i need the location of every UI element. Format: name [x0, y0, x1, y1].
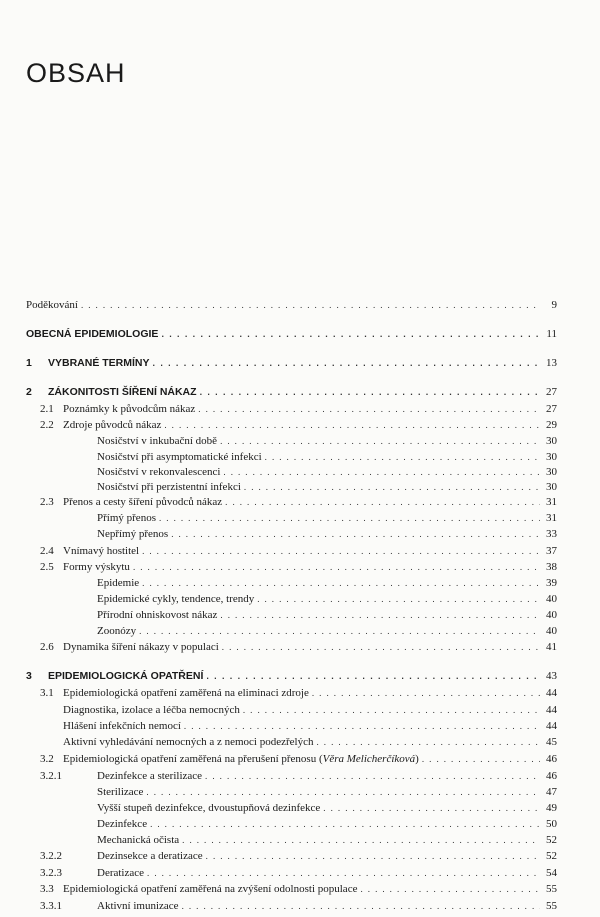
toc-entry-title: EPIDEMIOLOGICKÁ OPATŘENÍ: [48, 670, 204, 682]
toc-entry-title: Vyšší stupeň dezinfekce, dvoustupňová dezinfekce: [97, 802, 321, 814]
toc-page-number: 27: [546, 403, 557, 415]
toc-leader-dots: [206, 849, 540, 864]
toc-entry: [40, 849, 557, 864]
toc-page-number: 9: [551, 299, 557, 311]
toc-leader-dots: [159, 511, 540, 526]
toc-entry-number: 2.1: [40, 403, 54, 415]
toc-leader-dots: [81, 298, 540, 313]
toc-entry: [40, 544, 557, 559]
toc-entry-number: 2.2: [40, 419, 54, 431]
toc-entry-title: Zoonózy: [97, 625, 137, 637]
toc-entry-number: 3.1: [40, 687, 54, 699]
toc-entry-title: Dezinfekce a sterilizace: [97, 770, 203, 782]
toc-entry: [63, 719, 557, 734]
toc-entry: [40, 418, 557, 433]
toc-page-number: 44: [546, 720, 557, 732]
toc-page-number: 55: [546, 883, 557, 895]
toc-entry-number: 2.4: [40, 545, 54, 557]
toc-entry-title: Formy výskytu: [63, 561, 130, 573]
toc-page-number: 40: [546, 625, 557, 637]
toc-entry-title: Dezinsekce a deratizace: [97, 850, 203, 862]
toc-entry-title: ZÁKONITOSTI ŠÍŘENÍ NÁKAZ: [48, 386, 197, 398]
toc-entry: [26, 327, 557, 342]
toc-entry: [63, 703, 557, 718]
toc-entry-title: Epidemiologická opatření zaměřená na eliminaci zdroje: [63, 687, 309, 699]
toc-entry-title: Dynamika šíření nákazy v populaci: [63, 641, 219, 653]
toc-entry-number: 3.2.2: [40, 850, 62, 862]
toc-entry-number: 2.5: [40, 561, 54, 573]
toc-entry: [40, 495, 557, 510]
toc-leader-dots: [257, 592, 540, 607]
toc-page-number: 43: [546, 670, 557, 682]
toc-entry: [40, 899, 557, 914]
toc-entry-number: 3.2.3: [40, 867, 62, 879]
toc-page-number: 45: [546, 736, 557, 748]
toc-leader-dots: [184, 719, 540, 734]
toc-leader-dots: [205, 769, 540, 784]
toc-entry-number: 2.6: [40, 641, 54, 653]
toc-leader-dots: [153, 356, 540, 371]
toc-entry-title: VYBRANÉ TERMÍNY: [48, 357, 150, 369]
toc-page-number: 31: [546, 496, 557, 508]
toc-entry-title: Aktivní imunizace: [97, 900, 179, 912]
toc-entry: [26, 356, 557, 371]
toc-entry: [40, 640, 557, 655]
toc-entry: [26, 669, 557, 684]
toc-page-number: 54: [546, 867, 557, 879]
toc-entry-title: Epidemie: [97, 577, 140, 589]
toc-entry: [26, 298, 557, 313]
toc-page-number: 37: [546, 545, 557, 557]
toc-entry-number: 3.3: [40, 883, 54, 895]
toc-page-number: 39: [546, 577, 557, 589]
toc-entry: [97, 450, 557, 465]
toc-entry-title: Přenos a cesty šíření původců nákaz: [63, 496, 223, 508]
toc-leader-dots: [142, 544, 540, 559]
toc-entry-title: Přímý přenos: [97, 512, 156, 524]
toc-page-number: 50: [546, 818, 557, 830]
toc-entry: [97, 817, 557, 832]
toc-entry-title: Hlášení infekčních nemocí: [63, 720, 181, 732]
toc-leader-dots: [182, 899, 540, 914]
toc-entry-number: 3.2: [40, 753, 54, 765]
toc-entry: [40, 752, 557, 767]
toc-entry-title: Diagnostika, izolace a léčba nemocných: [63, 704, 240, 716]
toc-entry: [97, 465, 557, 480]
toc-entry-title: Poděkování: [26, 299, 78, 311]
toc-page-number: 38: [546, 561, 557, 573]
toc-entry: [97, 801, 557, 816]
toc-page-number: 47: [546, 786, 557, 798]
toc-entry-title: Nosičství v inkubační době: [97, 435, 218, 447]
toc-entry: [97, 785, 557, 800]
toc-entry-title: Aktivní vyhledávání nemocných a z nemoci podezřelých: [63, 736, 314, 748]
toc-entry: [97, 576, 557, 591]
toc-leader-dots: [142, 576, 540, 591]
toc-page-number: 46: [546, 753, 557, 765]
toc-entry: [97, 480, 557, 495]
toc-entry: [97, 592, 557, 607]
toc-entry-title: Mechanická očista: [97, 834, 180, 846]
toc-entry: [26, 385, 557, 400]
toc-page-number: 49: [546, 802, 557, 814]
toc-entry-title: Zdroje původců nákaz: [63, 419, 162, 431]
toc-page-number: 30: [546, 466, 557, 478]
toc-entry-number: 3.2.1: [40, 770, 62, 782]
toc-leader-dots: [146, 785, 540, 800]
toc-leader-dots: [225, 495, 540, 510]
toc-leader-dots: [161, 327, 540, 342]
toc-leader-dots: [198, 402, 540, 417]
toc-leader-dots: [171, 527, 540, 542]
toc-page-number: 52: [546, 834, 557, 846]
toc-page-number: 13: [546, 357, 557, 369]
toc-entry-number: 2.3: [40, 496, 54, 508]
toc-entry-title: Deratizace: [97, 867, 145, 879]
toc-entry-number: 1: [26, 357, 32, 369]
toc-entry-title: Dezinfekce: [97, 818, 148, 830]
toc-entry-title: Epidemiologická opatření zaměřená na zvýšení odolnosti populace: [63, 883, 358, 895]
toc-leader-dots: [422, 752, 540, 767]
page-title: OBSAH: [26, 58, 126, 88]
toc-page-number: 44: [546, 704, 557, 716]
toc-leader-dots: [220, 434, 540, 449]
toc-page-number: 30: [546, 481, 557, 493]
toc-page-number: 30: [546, 451, 557, 463]
toc-leader-dots: [200, 385, 540, 400]
toc-leader-dots: [223, 465, 540, 480]
toc-entry: [97, 624, 557, 639]
toc-page-number: 29: [546, 419, 557, 431]
toc-entry-title: OBECNÁ EPIDEMIOLOGIE: [26, 328, 159, 340]
toc-entry: [97, 527, 557, 542]
toc-leader-dots: [222, 640, 540, 655]
toc-leader-dots: [312, 686, 540, 701]
toc-page-number: 30: [546, 435, 557, 447]
toc-leader-dots: [182, 833, 540, 848]
toc-page-number: 46: [546, 770, 557, 782]
toc-entry: [40, 866, 557, 881]
toc-leader-dots: [139, 624, 540, 639]
toc-entry: [40, 686, 557, 701]
toc-entry-title: Nosičství při asymptomatické infekci: [97, 451, 262, 463]
toc-page-number: 52: [546, 850, 557, 862]
toc-page-number: 44: [546, 687, 557, 699]
toc-entry: [40, 882, 557, 897]
toc-entry: [63, 735, 557, 750]
toc-entry-title: Poznámky k původcům nákaz: [63, 403, 196, 415]
toc-entry-title: Vnímavý hostitel: [63, 545, 140, 557]
toc-leader-dots: [265, 450, 540, 465]
toc-leader-dots: [316, 735, 540, 750]
toc-entry-title: Sterilizace: [97, 786, 144, 798]
toc-leader-dots: [133, 560, 540, 575]
toc-entry: [97, 608, 557, 623]
toc-page-number: 55: [546, 900, 557, 912]
toc-entry-title: Epidemické cykly, tendence, trendy: [97, 593, 255, 605]
toc-entry-title: Nosičství v rekonvalescenci: [97, 466, 221, 478]
toc-page-number: 40: [546, 593, 557, 605]
toc-page-number: 33: [546, 528, 557, 540]
toc-leader-dots: [220, 608, 540, 623]
toc-entry-title: Nosičství při perzistentní infekci: [97, 481, 241, 493]
toc-page-number: 27: [546, 386, 557, 398]
toc-leader-dots: [206, 669, 540, 684]
toc-page-number: 41: [546, 641, 557, 653]
toc-entry: [97, 833, 557, 848]
toc-leader-dots: [360, 882, 540, 897]
toc-leader-dots: [164, 418, 540, 433]
toc-page-number: 40: [546, 609, 557, 621]
toc-leader-dots: [150, 817, 540, 832]
toc-page-number: 11: [546, 328, 557, 340]
toc-leader-dots: [244, 480, 540, 495]
toc-page-number: 31: [546, 512, 557, 524]
toc-entry-title: Přírodní ohniskovost nákaz: [97, 609, 218, 621]
toc-leader-dots: [323, 801, 540, 816]
toc-entry-author: Věra Melicherčíková: [322, 753, 416, 765]
toc-entry: [97, 511, 557, 526]
toc-entry-number: 2: [26, 386, 32, 398]
toc-entry: [40, 402, 557, 417]
toc-entry-title: Epidemiologická opatření zaměřená na přerušení přenosu (Věra Melicherčíková): [63, 753, 419, 765]
toc-entry: [40, 769, 557, 784]
toc-entry: [40, 560, 557, 575]
toc-entry-number: 3.3.1: [40, 900, 62, 912]
toc-leader-dots: [147, 866, 540, 881]
toc-entry: [97, 434, 557, 449]
toc-entry-title: Nepřímý přenos: [97, 528, 169, 540]
toc-leader-dots: [243, 703, 540, 718]
toc-entry-number: 3: [26, 670, 32, 682]
